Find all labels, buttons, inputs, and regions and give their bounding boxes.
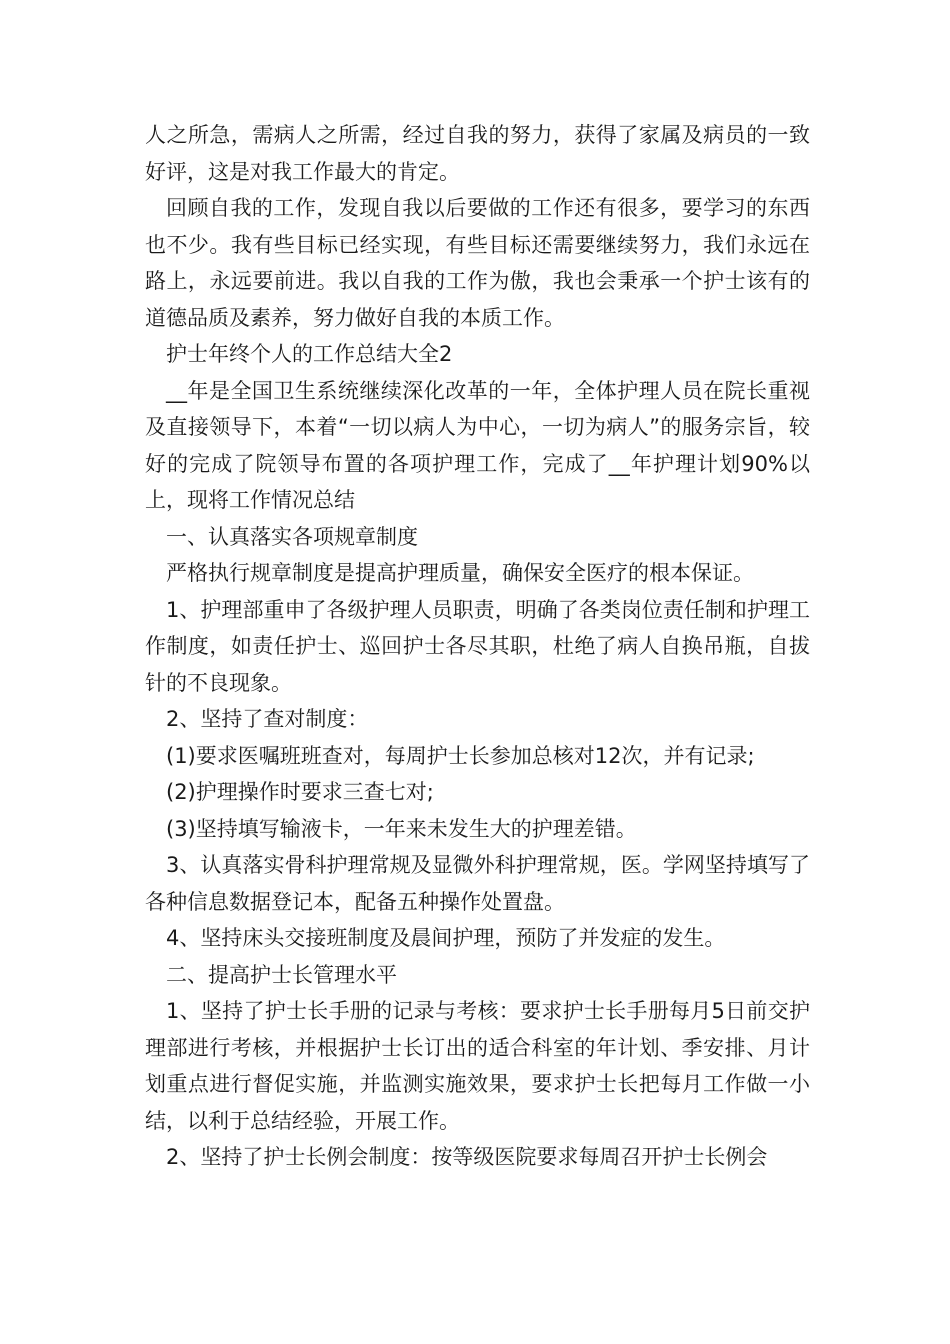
list-item-1: 1、护理部重申了各级护理人员职责，明确了各类岗位责任制和护理工作制度，如责任护士、巡回护士各尽其职，杜绝了病人自换吊瓶，自拔针的不良现象。 [145, 597, 810, 695]
sub-item-1: (1)要求医嘱班班查对，每周护士长参加总核对12次，并有记录; [166, 743, 755, 768]
paragraph-2: 回顾自我的工作，发现自我以后要做的工作还有很多，要学习的东西也不少。我有些目标已经实现，有些目标还需要继续努力，我们永远在路上，永远要前进。我以自我的工作为傲，我也会秉承一个护士该有的道德品质及素养，努力做好自我的本质工作。 [145, 196, 810, 330]
paragraph-4: 严格执行规章制度是提高护理质量，确保安全医疗的根本保证。 [166, 561, 754, 585]
list-item-4: 4、坚持床头交接班制度及晨间护理，预防了并发症的发生。 [166, 926, 726, 950]
sub-item-2: (2)护理操作时要求三查七对; [166, 780, 434, 804]
sub-item-3: (3)坚持填写输液卡，一年来未发生大的护理差错。 [166, 816, 637, 841]
list-item-6: 2、坚持了护士长例会制度：按等级医院要求每周召开护士长例会 [166, 1145, 768, 1169]
heading-2: 二、提高护士长管理水平 [166, 962, 397, 987]
list-item-3: 3、认真落实骨科护理常规及显微外科护理常规，医。学网坚持填写了各种信息数据登记本，配备五种操作处置盘。 [145, 853, 810, 914]
document-body [145, 117, 810, 1176]
list-item-5: 1、坚持了护士长手册的记录与考核：要求护士长手册每月5日前交护理部进行考核，并根据护士长订出的适合科室的年计划、季安排、月计划重点进行督促实施，并监测实施效果，要求护士长把每月工作做一小结，以利于总结经验，开展工作。 [145, 999, 810, 1133]
section-title: 护士年终个人的工作总结大全2 [166, 342, 453, 366]
heading-1: 一、认真落实各项规章制度 [166, 524, 418, 549]
paragraph-1: 人之所急，需病人之所需，经过自我的努力，获得了家属及病员的一致好评，这是对我工作最大的肯定。 [145, 123, 810, 184]
paragraph-3: __年是全国卫生系统继续深化改革的一年，全体护理人员在院长重视及直接领导下，本着“一切以病人为中心，一切为病人”的服务宗旨，较好的完成了院领导布置的各项护理工作，完成了__年护理计划90%以上，现将工作情况总结 [145, 378, 810, 512]
list-item-2: 2、坚持了查对制度： [166, 707, 369, 731]
